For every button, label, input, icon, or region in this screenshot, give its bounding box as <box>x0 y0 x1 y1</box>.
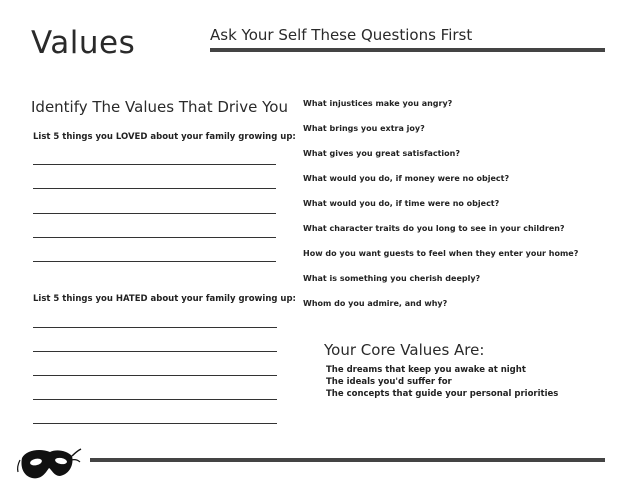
loved-answer-line-3[interactable] <box>33 213 276 214</box>
loved-answer-line-2[interactable] <box>33 188 276 189</box>
hated-answer-line-5[interactable] <box>33 423 277 424</box>
hated-answer-line-1[interactable] <box>33 327 277 328</box>
footer-divider <box>90 458 605 462</box>
core-value-item: The dreams that keep you awake at night <box>326 365 526 375</box>
hated-answer-line-3[interactable] <box>33 375 277 376</box>
question-item: What would you do, if money were no object? <box>303 174 510 183</box>
question-item: What is something you cherish deeply? <box>303 274 481 283</box>
loved-answer-line-5[interactable] <box>33 261 276 262</box>
hated-prompt: List 5 things you HATED about your family growing up: <box>33 294 296 304</box>
masquerade-mask-icon <box>16 440 82 482</box>
loved-answer-line-4[interactable] <box>33 237 276 238</box>
section-heading-identify-values: Identify The Values That Drive You <box>31 98 288 116</box>
question-item: What character traits do you long to see in your children? <box>303 224 565 233</box>
hated-answer-line-2[interactable] <box>33 351 277 352</box>
page-title: Values <box>31 25 136 61</box>
question-item: Whom do you admire, and why? <box>303 299 448 308</box>
hated-answer-line-4[interactable] <box>33 399 277 400</box>
question-item: What would you do, if time were no object? <box>303 199 500 208</box>
question-item: What brings you extra joy? <box>303 124 425 133</box>
page-subtitle: Ask Your Self These Questions First <box>210 26 473 44</box>
core-value-item: The concepts that guide your personal priorities <box>326 389 559 399</box>
loved-prompt: List 5 things you LOVED about your family growing up: <box>33 132 296 142</box>
loved-answer-line-1[interactable] <box>33 164 276 165</box>
question-item: What gives you great satisfaction? <box>303 149 460 158</box>
question-item: How do you want guests to feel when they enter your home? <box>303 249 579 258</box>
core-values-heading: Your Core Values Are: <box>324 341 485 359</box>
core-value-item: The ideals you'd suffer for <box>326 377 452 387</box>
question-item: What injustices make you angry? <box>303 99 453 108</box>
header-divider <box>210 48 605 52</box>
